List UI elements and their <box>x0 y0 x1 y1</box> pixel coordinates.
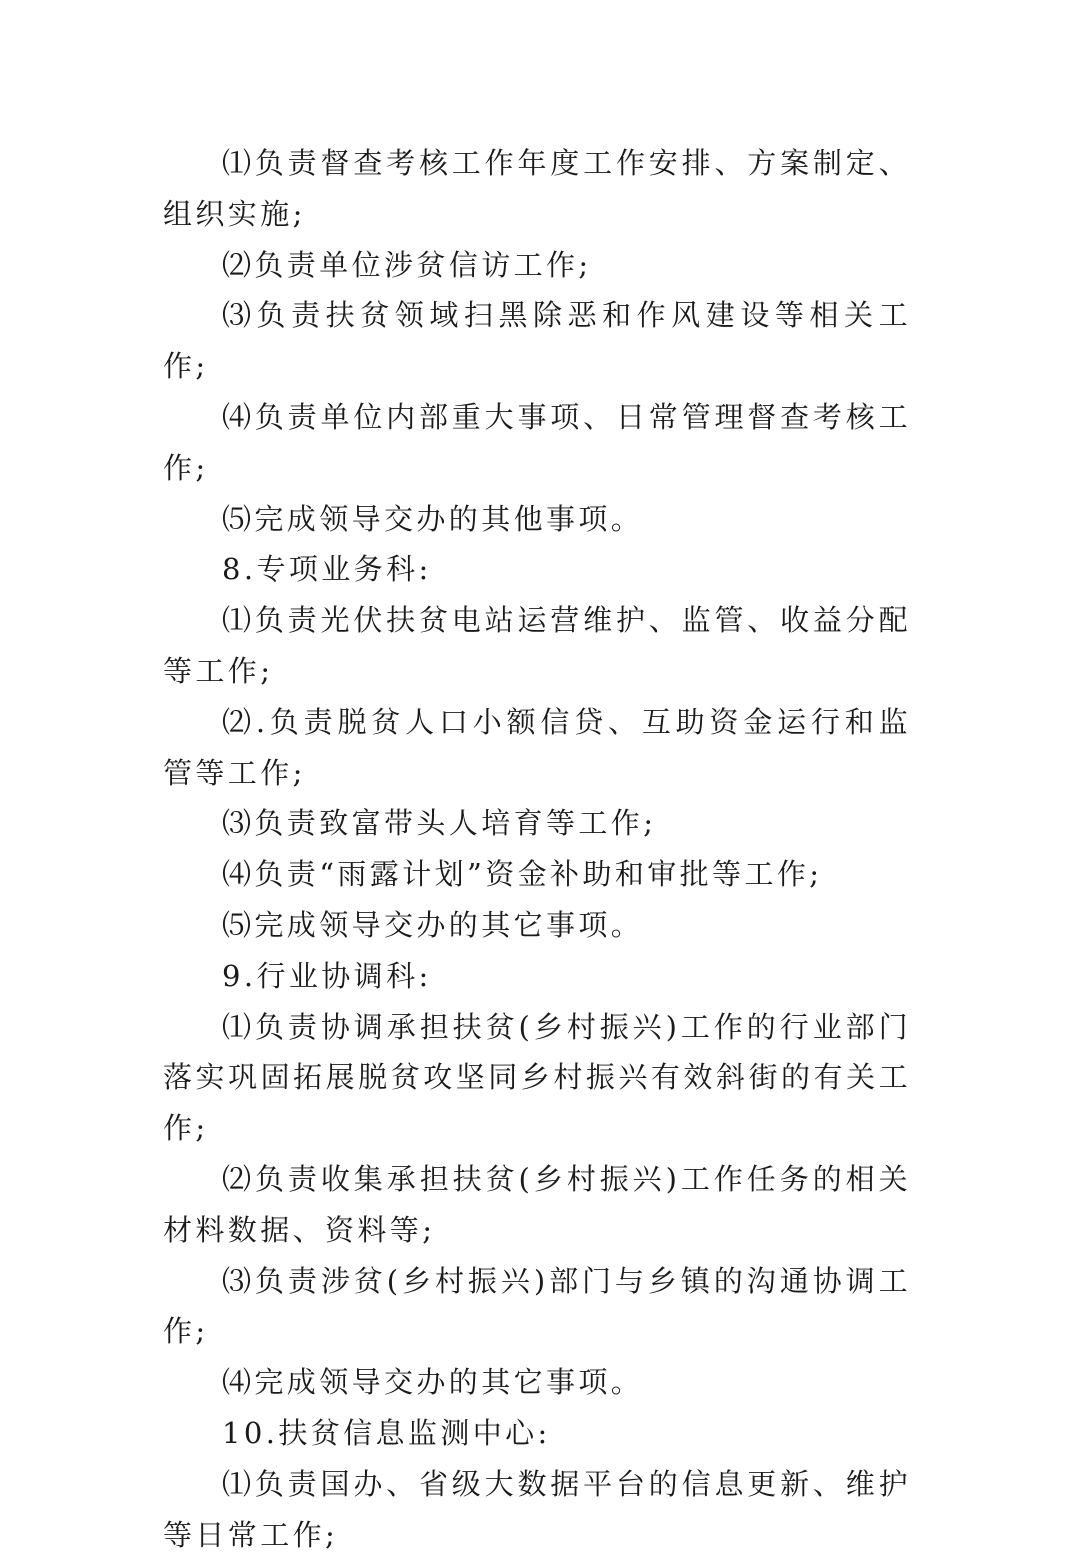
list-item: ⑴负责国办、省级大数据平台的信息更新、维护等日常工作; <box>163 1466 911 1552</box>
list-item: ⑶负责涉贫(乡村振兴)部门与乡镇的沟通协调工作; <box>163 1263 911 1349</box>
list-item: ⑶负责扶贫领域扫黑除恶和作风建设等相关工作; <box>163 298 911 384</box>
list-item: ⑷完成领导交办的其它事项。 <box>222 1365 644 1400</box>
section-heading: 9.行业协调科: <box>222 958 432 993</box>
list-item: ⑸完成领导交办的其他事项。 <box>222 501 644 536</box>
document-page <box>163 138 911 1560</box>
list-item: ⑷负责“雨露计划”资金补助和审批等工作; <box>222 857 823 892</box>
list-item: ⑵负责收集承担扶贫(乡村振兴)工作任务的相关材料数据、资料等; <box>163 1161 911 1247</box>
list-item: ⑵.负责脱贫人口小额信贷、互助资金运行和监管等工作; <box>163 704 911 790</box>
list-item: ⑸完成领导交办的其它事项。 <box>222 907 644 942</box>
list-item: ⑴负责协调承担扶贫(乡村振兴)工作的行业部门落实巩固拓展脱贫攻坚同乡村振兴有效斜街的有关工作; <box>163 1009 911 1146</box>
section-heading: 10.扶贫信息监测中心: <box>222 1415 551 1450</box>
list-item: ⑴负责督查考核工作年度工作安排、方案制定、组织实施; <box>163 146 911 231</box>
list-item: ⑷负责单位内部重大事项、日常管理督查考核工作; <box>163 399 911 485</box>
list-item: ⑴负责光伏扶贫电站运营维护、监管、收益分配等工作; <box>163 603 911 688</box>
section-heading: 8.专项业务科: <box>222 552 432 587</box>
list-item: ⑶负责致富带头人培育等工作; <box>222 806 657 841</box>
list-item: ⑵负责单位涉贫信访工作; <box>222 247 592 282</box>
